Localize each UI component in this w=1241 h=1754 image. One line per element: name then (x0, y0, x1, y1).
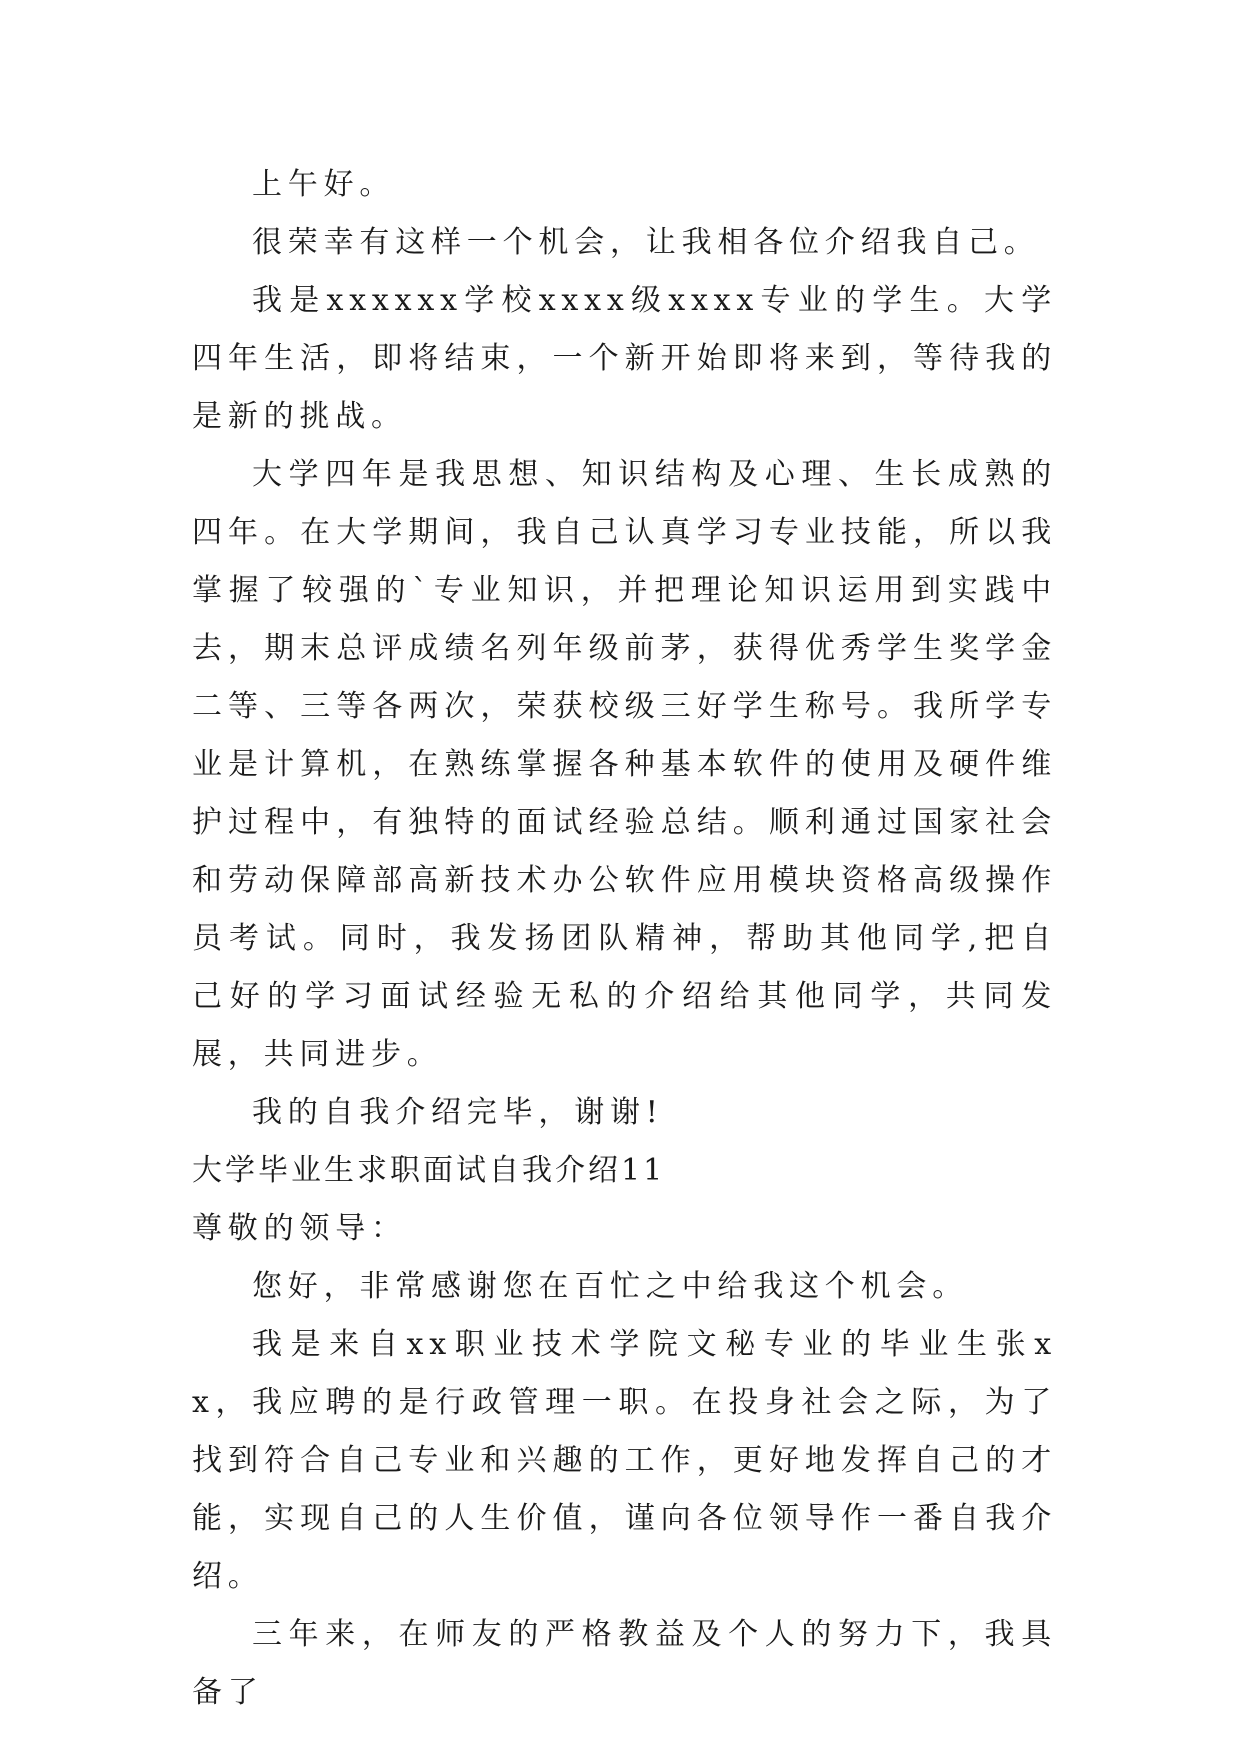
section-title: 大学毕业生求职面试自我介绍11 (192, 1153, 666, 1188)
paragraph-closing: 我的自我介绍完毕，谢谢! (252, 1095, 664, 1130)
salutation: 尊敬的领导： (192, 1211, 407, 1246)
paragraph-introduction: 我是来自xx职业技术学院文秘专业的毕业生张xx，我应聘的是行政管理一职。在投身社会之际，为了找到符合自己专业和兴趣的工作，更好地发挥自己的才能，实现自己的人生价值，谨向各位领导作一番自我介绍。 (192, 1327, 1057, 1594)
paragraph-identity: 我是xxxxxx学校xxxx级xxxx专业的学生。大学四年生活，即将结束，一个新开始即将来到，等待我的是新的挑战。 (192, 283, 1057, 434)
paragraph-university-years: 大学四年是我思想、知识结构及心理、生长成熟的四年。在大学期间，我自己认真学习专业技能，所以我掌握了较强的`专业知识，并把理论知识运用到实践中去，期末总评成绩名列年级前茅，获得优秀学生奖学金二等、三等各两次，荣获校级三好学生称号。我所学专业是计算机，在熟练掌握各种基本软件的使用及硬件维护过程中，有独特的面试经验总结。顺利通过国家社会和劳动保障部高新技术办公软件应用模块资格高级操作员考试。同时，我发扬团队精神，帮助其他同学,把自己好的学习面试经验无私的介绍给其他同学，共同发展，共同进步。 (192, 457, 1057, 1072)
paragraph-three-years: 三年来，在师友的严格教益及个人的努力下，我具备了 (192, 1617, 1057, 1710)
paragraph-opening: 很荣幸有这样一个机会，让我相各位介绍我自己。 (252, 225, 1040, 260)
paragraph-thanks: 您好，非常感谢您在百忙之中给我这个机会。 (252, 1269, 968, 1304)
document-body (192, 156, 1057, 1722)
paragraph-greeting: 上午好。 (252, 167, 396, 202)
